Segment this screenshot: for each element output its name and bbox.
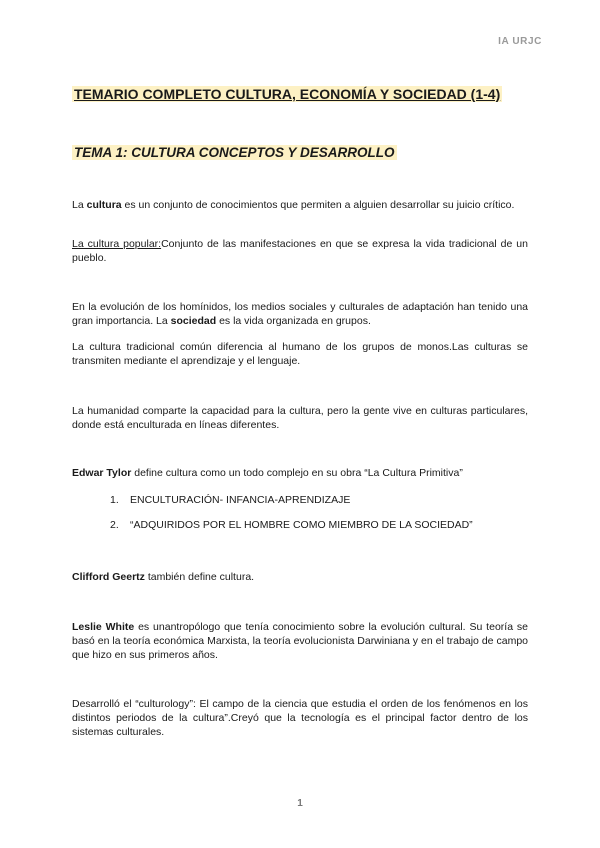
list-text: ENCULTURACIÓN- INFANCIA-APRENDIZAJE: [130, 494, 351, 506]
bold-term: cultura: [86, 199, 122, 211]
paragraph-hominidos: [72, 300, 528, 328]
paragraph-cultura-popular: [72, 237, 528, 265]
topic-heading: TEMA 1: CULTURA CONCEPTOS Y DESARROLLO: [74, 145, 395, 160]
text: En la evolución de los homínidos, los medios sociales y culturales de adaptación han tenido una gran importancia. La: [72, 301, 528, 327]
text: define cultura como un todo complejo en su obra “La Cultura Primitiva”: [131, 467, 463, 479]
header-institution: IA URJC: [498, 36, 542, 47]
list-item: [110, 518, 473, 532]
text: es unantropólogo que tenía conocimiento sobre la evolución cultural. Su teoría se basó en la teoría económica Marxista, la teoría evolucionista Darwiniana y en el trabajo de campo que hizo en sus primeros años.: [72, 621, 528, 661]
bold-term: sociedad: [170, 315, 217, 327]
list-number: 1.: [110, 494, 119, 506]
paragraph-white: [72, 620, 528, 662]
bold-name: Leslie White: [72, 621, 135, 633]
text: La: [72, 199, 87, 211]
document-title: TEMARIO COMPLETO CULTURA, ECONOMÍA Y SOCIEDAD (1-4): [74, 86, 501, 102]
text: es la vida organizada en grupos.: [216, 315, 371, 327]
paragraph-tylor: [72, 466, 528, 480]
paragraph-culturology: Desarrolló el “culturology”: El campo de la ciencia que estudia el orden de los fenómenos en los distintos periodos de la cultura”.Creyó que la tecnología es el principal factor dentro de los sistemas culturales.: [72, 698, 528, 738]
paragraph-cultura-tradicional: La cultura tradicional común diferencia al humano de los grupos de monos.Las culturas se transmiten mediante el aprendizaje y el lenguaje.: [72, 341, 528, 367]
text: es un conjunto de conocimientos que permiten a alguien desarrollar su juicio crítico.: [121, 199, 515, 211]
list-text: “ADQUIRIDOS POR EL HOMBRE COMO MIEMBRO DE LA SOCIEDAD”: [130, 519, 473, 531]
underlined-term: La cultura popular:: [72, 238, 162, 250]
page-number: 1: [297, 798, 303, 809]
list-item: [110, 493, 350, 507]
bold-name: Clifford Geertz: [72, 571, 145, 583]
paragraph-humanidad: La humanidad comparte la capacidad para la cultura, pero la gente vive en culturas particulares, donde está enculturada en líneas diferentes.: [72, 405, 528, 431]
bold-name: Edwar Tylor: [72, 467, 132, 479]
text: Conjunto de las manifestaciones en que se expresa la vida tradicional de un pueblo.: [72, 238, 528, 264]
paragraph-cultura-definition: [72, 198, 528, 212]
text: también define cultura.: [144, 571, 255, 583]
list-number: 2.: [110, 519, 119, 531]
paragraph-geertz: [72, 570, 528, 584]
